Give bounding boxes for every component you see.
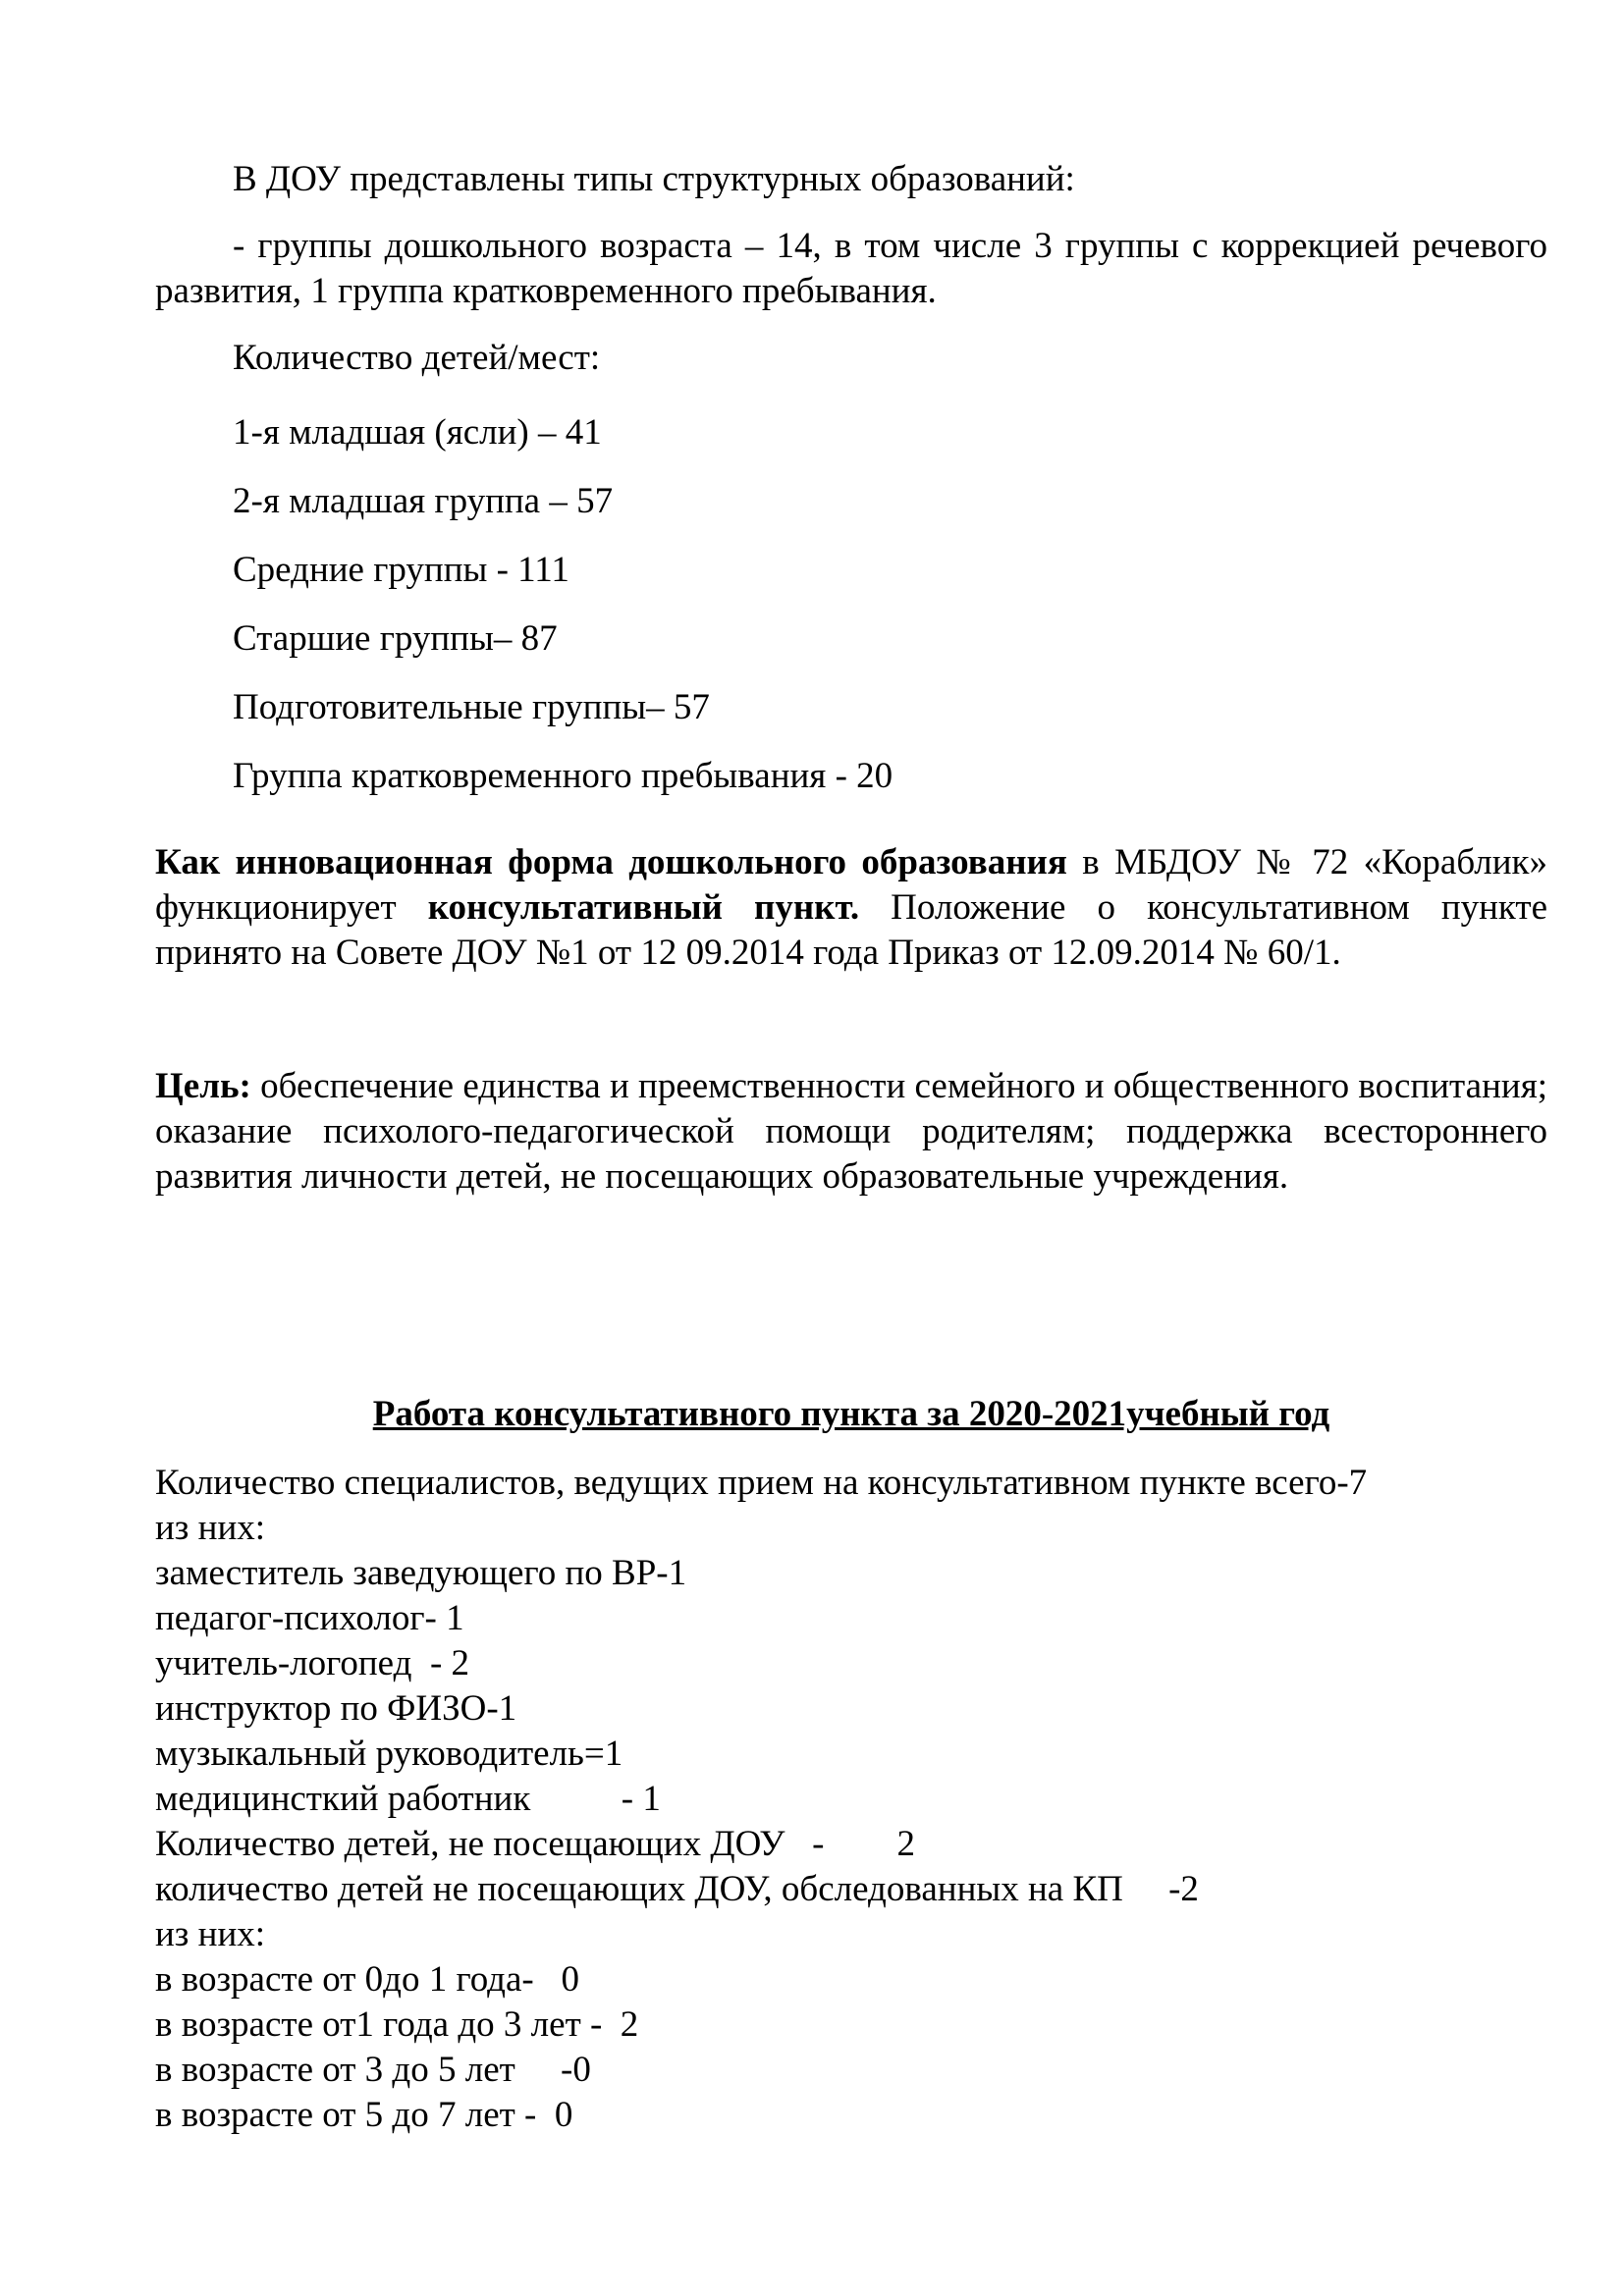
section-line: Количество детей, не посещающих ДОУ - 2: [155, 1824, 916, 1864]
groups-text: - группы дошкольного возраста – 14, в том числе 3 группы с коррекцией речевого развития, 1 группа кратковременного пребывания.: [155, 226, 1547, 311]
section-line: заместитель заведующего по ВР-1: [155, 1553, 687, 1593]
goal-paragraph: [155, 1064, 1547, 1200]
section-line: Количество специалистов, ведущих прием на консультативном пункте всего-7: [155, 1463, 1368, 1503]
section-line: в возрасте от 0до 1 года- 0: [155, 1959, 580, 2000]
section-line: учитель-логопед - 2: [155, 1643, 470, 1683]
count-label: Количество детей/мест:: [233, 338, 601, 378]
innovation-text-2: Положение о консультативном пункте принято на Совете ДОУ №1 от 12 09.2014 года Приказ от 12.09.2014 № 60/1.: [155, 887, 1548, 973]
count-item: Группа кратковременного пребывания - 20: [233, 756, 893, 796]
section-line: медицинсткий работник - 1: [155, 1779, 661, 1819]
section-line: музыкальный руководитель=1: [155, 1734, 623, 1774]
count-item: 1-я младшая (ясли) – 41: [233, 412, 602, 453]
innovation-bold: Как инновационная форма дошкольного образования: [155, 842, 1067, 882]
section-line: в возрасте от1 года до 3 лет - 2: [155, 2004, 639, 2045]
section-line: педагог-психолог- 1: [155, 1598, 464, 1638]
count-item: Подготовительные группы– 57: [233, 687, 710, 727]
count-item: Старшие группы– 87: [233, 618, 558, 659]
section-line: количество детей не посещающих ДОУ, обследованных на КП -2: [155, 1869, 1199, 1909]
innovation-text: в МБДОУ № 72 «Кораблик» функционирует: [155, 842, 1548, 928]
groups-paragraph: [155, 224, 1547, 314]
goal-text: обеспечение единства и преемственности семейного и общественного воспитания; оказание психолого-педагогической помощи родителям; поддержка всестороннего развития личности детей, не посещающих образовательные учреждения.: [155, 1066, 1547, 1197]
section-line: инструктор по ФИЗО-1: [155, 1688, 517, 1729]
section-line: в возрасте от 3 до 5 лет -0: [155, 2050, 591, 2090]
section-line: в возрасте от 5 до 7 лет - 0: [155, 2095, 573, 2135]
intro-line: В ДОУ представлены типы структурных образований:: [233, 159, 1075, 199]
innovation-paragraph: [155, 840, 1547, 976]
section-line: из них:: [155, 1508, 266, 1548]
goal-label: Цель:: [155, 1066, 251, 1106]
count-item: Средние группы - 111: [233, 550, 569, 590]
consult-point-bold: консультативный пункт.: [427, 887, 860, 928]
section-line: из них:: [155, 1914, 266, 1954]
section-title: Работа консультативного пункта за 2020-2021учебный год: [372, 1394, 1330, 1434]
count-item: 2-я младшая группа – 57: [233, 481, 614, 521]
